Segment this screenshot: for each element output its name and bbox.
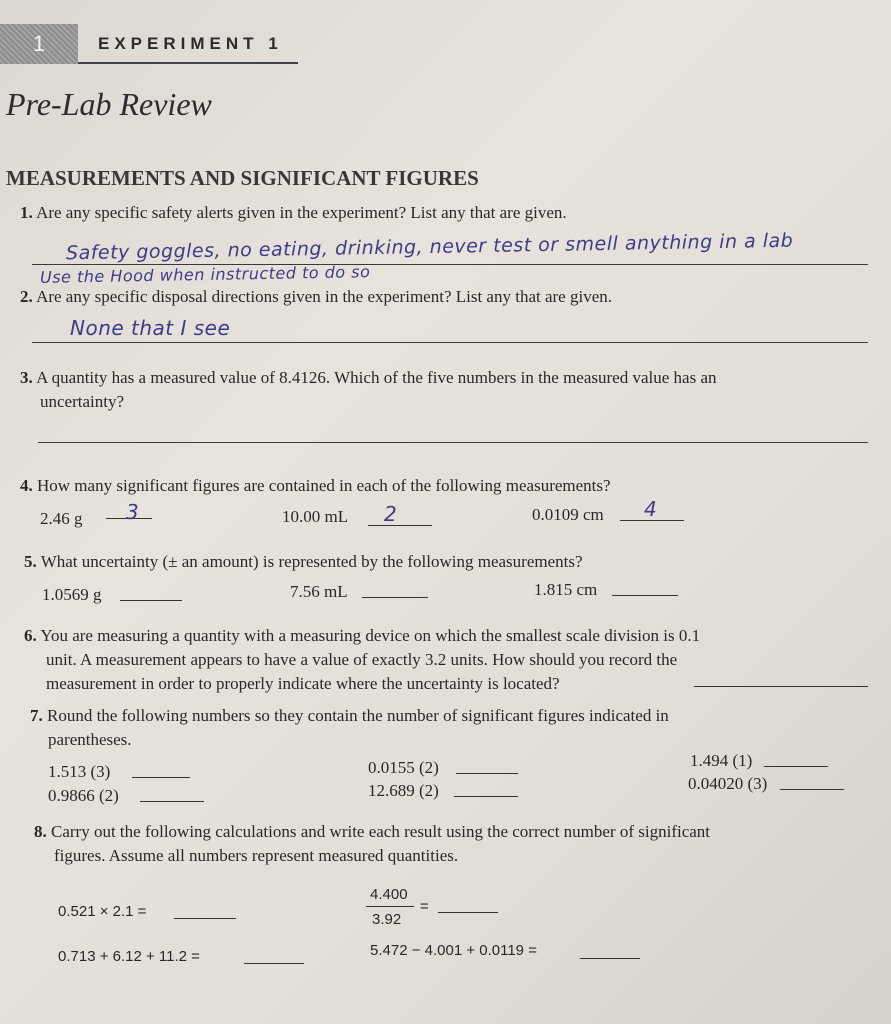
q7-item: 0.0155 (2) [368, 758, 439, 777]
q4-item-2 [282, 507, 348, 527]
q5-item-3: 1.815 cm [534, 580, 598, 599]
q4-item-label: 10.00 mL [282, 507, 349, 526]
question-3-number: 3. [20, 368, 33, 387]
q5-answer-blank[interactable] [362, 597, 428, 598]
q5-answer-blank[interactable] [120, 600, 182, 601]
calc-divide-numerator: 4.400 [370, 886, 408, 903]
q7-answer-blank[interactable] [454, 796, 518, 797]
question-6 [24, 626, 700, 646]
question-1-number: 1. [20, 203, 33, 222]
question-1-answer-line2[interactable]: Use the Hood when instructed to do so [39, 262, 371, 287]
question-7-line2: parentheses. [48, 730, 132, 749]
q4-item-3 [532, 505, 604, 525]
question-1 [20, 203, 567, 223]
q7-answer-blank[interactable] [132, 777, 190, 778]
experiment-number-badge: 1 [0, 24, 78, 64]
calc-add-subtract: 5.472 − 4.001 + 0.0119 = [370, 942, 537, 959]
question-2 [20, 287, 612, 307]
calc-divide-equals: = [420, 898, 429, 915]
question-4 [20, 476, 611, 496]
experiment-label: EXPERIMENT 1 [98, 34, 283, 53]
q7-answer-blank[interactable] [140, 801, 204, 802]
fraction-bar [366, 906, 414, 907]
q5-answer-blank[interactable] [612, 595, 678, 596]
question-1-text: Are any specific safety alerts given in the experiment? List any that are given. [36, 203, 567, 222]
page-title: Pre-Lab Review [6, 86, 212, 122]
question-7 [30, 706, 669, 726]
q7-item: 0.9866 (2) [48, 786, 119, 805]
question-7-line1: Round the following numbers so they contain the number of significant figures indicated in [47, 706, 669, 725]
q4-answer-blank[interactable] [368, 525, 432, 526]
question-8-line1: Carry out the following calculations and write each result using the correct number of significant [51, 822, 711, 841]
question-2-number: 2. [20, 287, 33, 306]
question-3 [20, 368, 717, 388]
question-6-line2: unit. A measurement appears to have a value of exactly 3.2 units. How should you record the [46, 650, 678, 669]
question-5 [24, 552, 583, 572]
q7-answer-blank[interactable] [764, 766, 828, 767]
q7-answer-blank[interactable] [456, 773, 518, 774]
q4-item-label: 2.46 g [40, 509, 83, 528]
question-6-number: 6. [24, 626, 37, 645]
q7-item: 1.513 (3) [48, 762, 111, 781]
answer-rule[interactable] [38, 442, 868, 443]
q7-item: 1.494 (1) [690, 751, 753, 770]
calc-divide-denominator: 3.92 [372, 911, 402, 928]
question-7-number: 7. [30, 706, 43, 725]
q4-item-answer[interactable]: 3 [126, 500, 140, 524]
q4-item-1 [40, 509, 83, 529]
answer-rule [32, 342, 868, 343]
q4-item-answer[interactable]: 4 [644, 497, 658, 521]
q5-item-1: 1.0569 g [42, 585, 102, 604]
calc-answer-blank[interactable] [174, 918, 236, 919]
question-2-text: Are any specific disposal directions given in the experiment? List any that are given. [36, 287, 612, 306]
calc-answer-blank[interactable] [244, 963, 304, 964]
calc-answer-blank[interactable] [580, 958, 640, 959]
question-5-number: 5. [24, 552, 37, 571]
q4-item-label: 0.0109 cm [532, 505, 604, 524]
question-8-line2: figures. Assume all numbers represent measured quantities. [54, 846, 459, 865]
q7-item: 12.689 (2) [368, 781, 439, 800]
calc-multiply: 0.521 × 2.1 = [58, 903, 147, 920]
question-3-text-line2: uncertainty? [40, 392, 125, 411]
question-4-text: How many significant figures are contained in each of the following measurements? [37, 476, 611, 495]
question-6-line3: measurement in order to properly indicate where the uncertainty is located? [46, 674, 560, 693]
question-2-answer[interactable]: None that I see [70, 316, 231, 340]
q5-item-2: 7.56 mL [290, 582, 348, 601]
question-1-answer-line1[interactable]: Safety goggles, no eating, drinking, never test or smell anything in a lab [65, 229, 794, 265]
question-5-text: What uncertainty (± an amount) is represented by the following measurements? [40, 552, 583, 571]
question-8 [34, 822, 710, 842]
calc-add: 0.713 + 6.12 + 11.2 = [58, 948, 200, 965]
question-8-number: 8. [34, 822, 47, 841]
question-6-line1: You are measuring a quantity with a measuring device on which the smallest scale division is 0.1 [40, 626, 701, 645]
question-3-text-line1: A quantity has a measured value of 8.4126. Which of the five numbers in the measured value has an [36, 368, 717, 387]
q7-answer-blank[interactable] [780, 789, 844, 790]
section-title: MEASUREMENTS AND SIGNIFICANT FIGURES [6, 166, 479, 190]
q4-item-answer[interactable]: 2 [384, 502, 398, 526]
header-divider [78, 62, 298, 64]
question-4-number: 4. [20, 476, 33, 495]
q7-item: 0.04020 (3) [688, 774, 768, 793]
calc-answer-blank[interactable] [438, 912, 498, 913]
q6-answer-blank[interactable] [694, 686, 868, 687]
